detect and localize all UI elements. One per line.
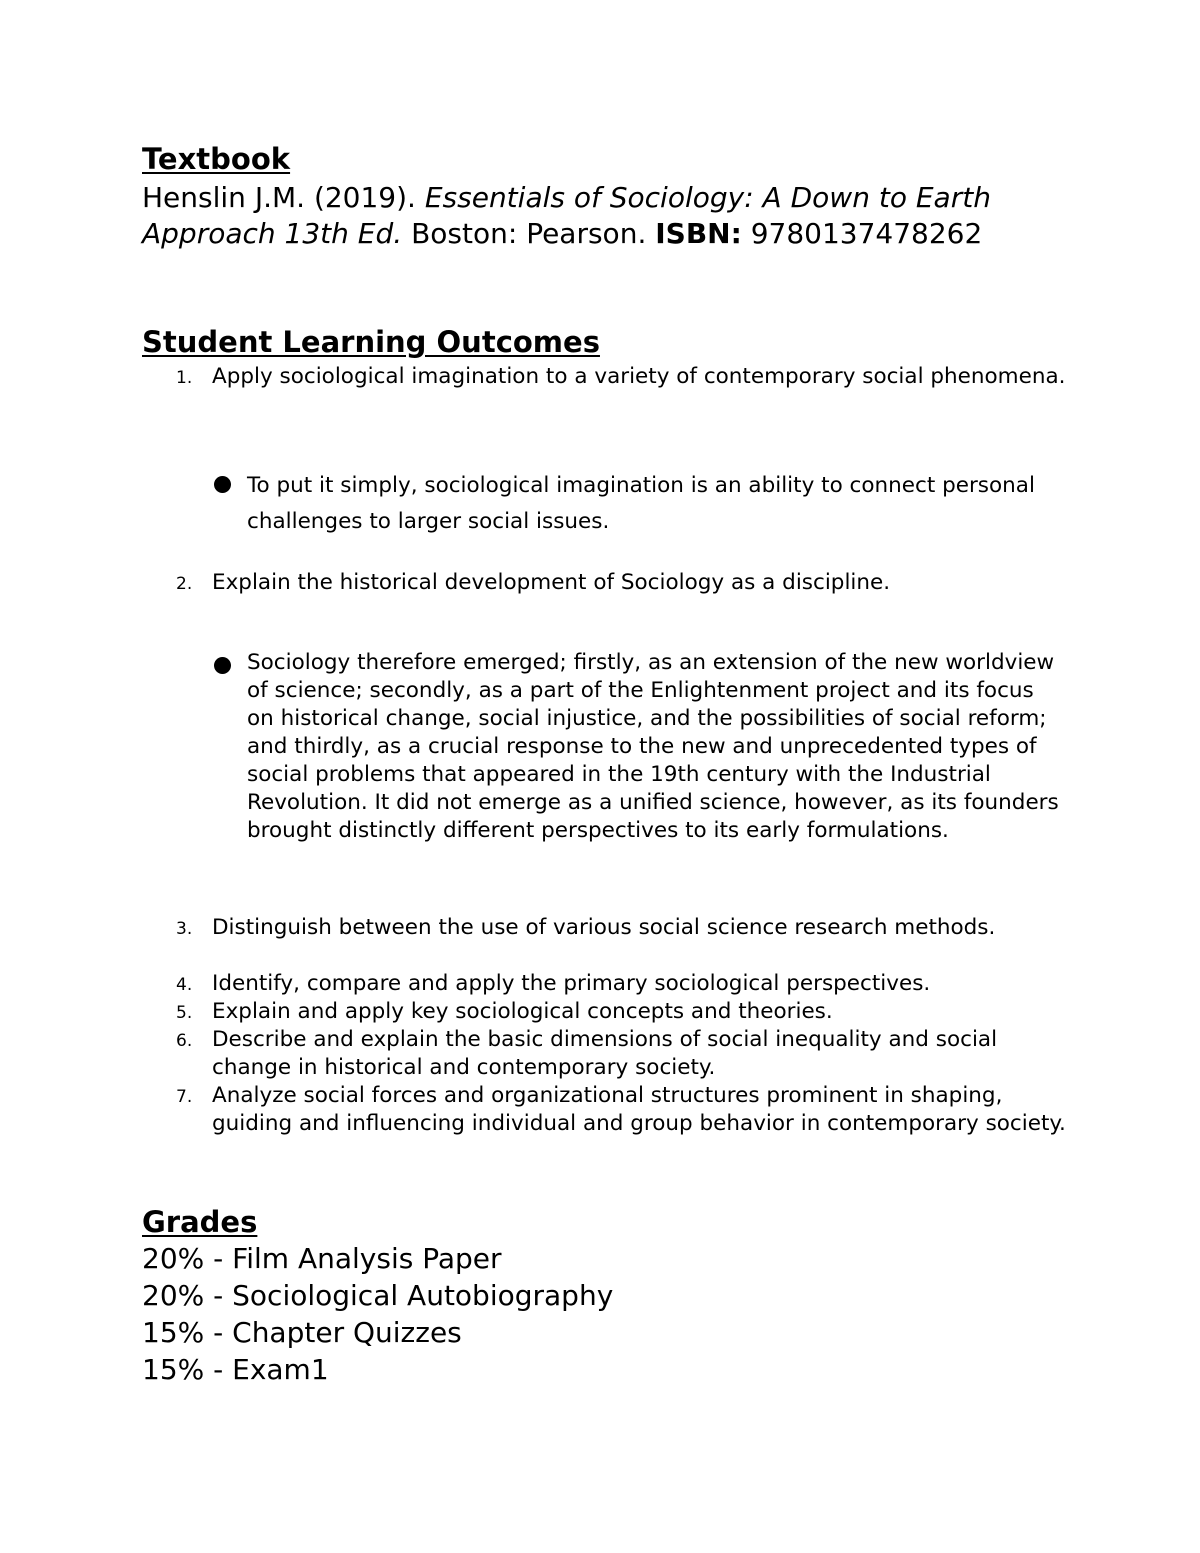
outcome-number: 4. [176,975,193,995]
isbn-value: 9780137478262 [741,217,983,250]
outcome-item: Identify, compare and apply the primary sociological perspectives. [212,971,931,996]
outcome-item: Explain and apply key sociological concepts and theories. [212,999,833,1024]
outcome-bullet: To put it simply, sociological imagination is an ability to connect personal challenges to larger social issues. [247,473,1035,534]
citation-author-year: Henslin J.M. (2019). [142,181,425,214]
outcome-number: 1. [176,368,193,388]
textbook-heading: Textbook [142,142,291,176]
outcome-item: Apply sociological imagination to a variety of contemporary social phenomena. [212,364,1066,389]
outcome-item: Describe and explain the basic dimensions of social inequality and social change in historical and contemporary society. [212,1027,998,1080]
outcome-number: 5. [176,1003,193,1023]
citation-title: Essentials of Sociology: A Down to Earth Approach 13th Ed. [142,181,991,250]
grades-heading: Grades [142,1205,258,1239]
bullet-dot-icon [214,657,231,674]
citation-publisher: Boston: Pearson. [402,217,656,250]
outcome-item: Explain the historical development of Sociology as a discipline. [212,570,891,595]
outcome-number: 6. [176,1031,193,1051]
bullet-dot-icon [214,476,231,493]
outcome-item: Analyze social forces and organizational structures prominent in shaping, guiding and influencing individual and group behavior in contemporary society. [212,1083,1066,1136]
isbn-label: ISBN: [655,217,742,250]
grade-item: 15% - Exam1 [142,1353,329,1386]
grade-item: 15% - Chapter Quizzes [142,1316,462,1349]
outcome-number: 3. [176,919,193,939]
outcomes-heading: Student Learning Outcomes [142,325,600,359]
grade-item: 20% - Sociological Autobiography [142,1279,614,1312]
grade-item: 20% - Film Analysis Paper [142,1242,502,1275]
outcome-number: 7. [176,1087,193,1107]
outcome-item: Distinguish between the use of various social science research methods. [212,915,996,940]
outcome-bullet: Sociology therefore emerged; firstly, as an extension of the new worldview of science; secondly, as a part of the Enlightenment project and its focus on historical change, social injustice, and the possibilities of social reform; and thirdly, as a crucial response to the new and unprecedented types of social problems that appeared in the 19th century with the Industrial Revolution. It did not emerge as a unified science, however, as its founders brought distinctly different perspectives to its early formulations. [247,650,1059,843]
outcome-number: 2. [176,574,193,594]
textbook-citation [142,180,1042,252]
